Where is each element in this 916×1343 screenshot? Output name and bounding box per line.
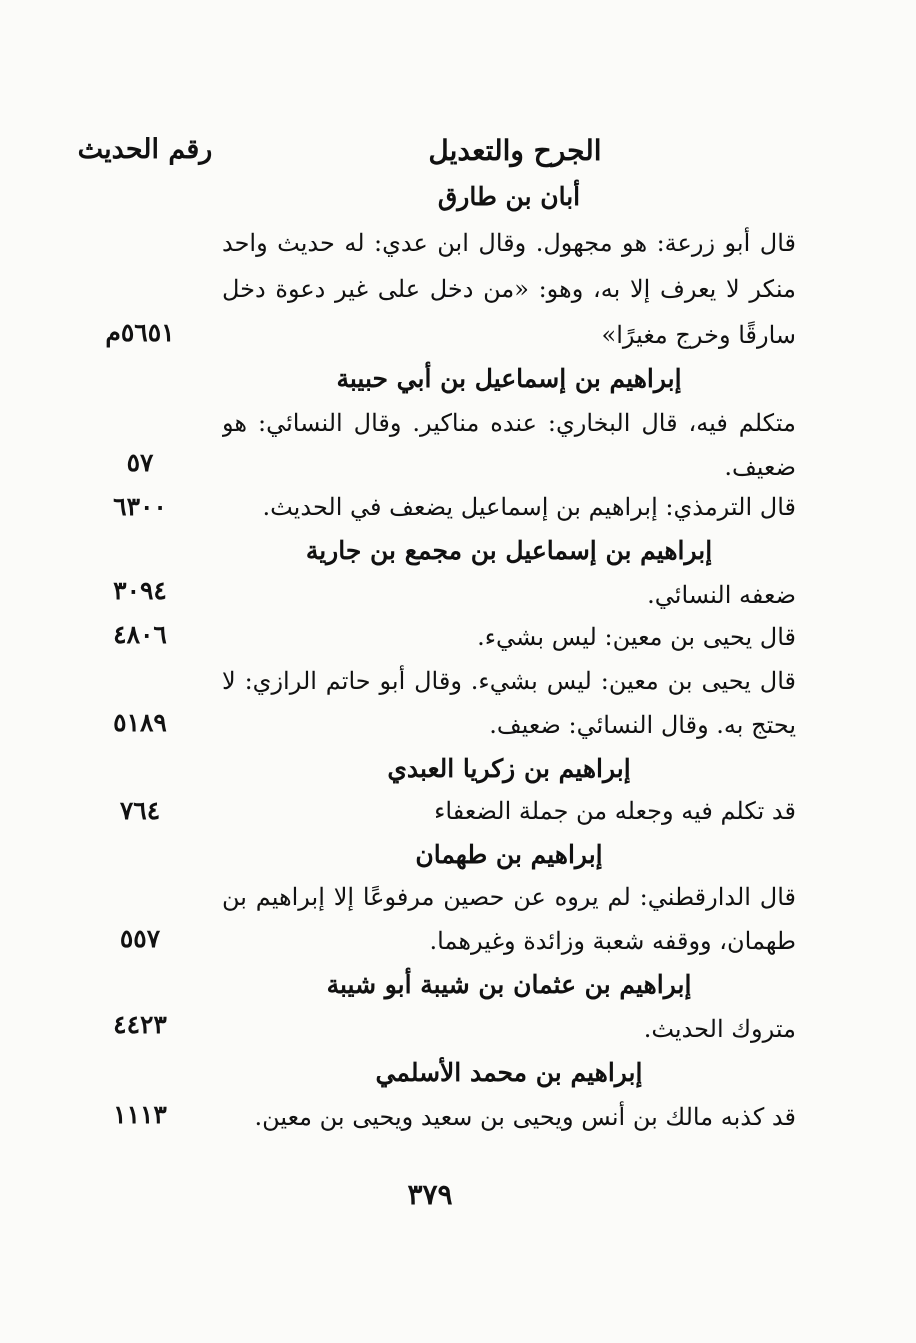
hadith-number: ١١١٣	[113, 1100, 167, 1129]
hadith-number: ٤٤٢٣	[113, 1010, 167, 1039]
entry-text-line: قال يحيى بن معين: ليس بشيء.	[477, 623, 796, 651]
entry-text-line: قال أبو زرعة: هو مجهول. وقال ابن عدي: له حديث واحد	[222, 229, 796, 257]
entry-text-line: ضعفه النسائي.	[647, 581, 796, 609]
entry-text-line: قال يحيى بن معين: ليس بشيء. وقال أبو حاتم الرازي: لا	[222, 667, 796, 695]
hadith-number: ٤٨٠٦	[113, 620, 167, 649]
hadith-number: ٣٠٩٤	[113, 576, 167, 605]
narrator-name: إبراهيم بن إسماعيل بن أبي حبيبة	[336, 364, 682, 393]
page-number: ٣٧٩	[407, 1178, 453, 1211]
narrator-name: إبراهيم بن محمد الأسلمي	[375, 1058, 643, 1087]
hadith-number: ٥١٨٩	[113, 708, 167, 737]
narrator-name: إبراهيم بن طهمان	[415, 840, 603, 869]
entry-text-line: طهمان، ووقفه شعبة وزائدة وغيرهما.	[429, 927, 796, 955]
running-title: الجرح والتعديل	[428, 134, 602, 167]
entry-text-line: قد كذبه مالك بن أنس ويحيى بن سعيد ويحيى بن معين.	[254, 1103, 796, 1131]
narrator-name: إبراهيم بن إسماعيل بن مجمع بن جارية	[305, 536, 713, 565]
entry-text-line: قال الدارقطني: لم يروه عن حصين مرفوعًا إلا إبراهيم بن	[222, 883, 796, 911]
column-header: رقم الحديث	[77, 134, 213, 165]
entry-text-line: منكر لا يعرف إلا به، وهو: «من دخل على غير دعوة دخل	[222, 275, 796, 303]
entry-text-line: متكلم فيه، قال البخاري: عنده مناكير. وقال النسائي: هو	[222, 409, 796, 437]
narrator-name: إبراهيم بن زكريا العبدي	[387, 754, 631, 783]
hadith-number: ٥٥٧	[119, 924, 161, 953]
entry-text-line: يحتج به. وقال النسائي: ضعيف.	[489, 711, 796, 739]
hadith-number: ٧٦٤	[119, 796, 161, 825]
narrator-name: إبراهيم بن عثمان بن شيبة أبو شيبة	[326, 970, 692, 999]
hadith-number: ٥٧	[126, 448, 154, 477]
entry-text-line: قال الترمذي: إبراهيم بن إسماعيل يضعف في الحديث.	[262, 493, 796, 521]
hadith-number: ٦٣٠٠	[113, 492, 167, 521]
entry-text-line: ضعيف.	[724, 453, 796, 481]
narrator-name: أبان بن طارق	[437, 182, 581, 211]
entry-text-line: متروك الحديث.	[643, 1015, 796, 1043]
hadith-number: ٥٦٥١م	[105, 318, 175, 347]
entry-text-line: قد تكلم فيه وجعله من جملة الضعفاء	[434, 797, 796, 825]
entry-text-line: سارقًا وخرج مغيرًا»	[601, 321, 796, 349]
